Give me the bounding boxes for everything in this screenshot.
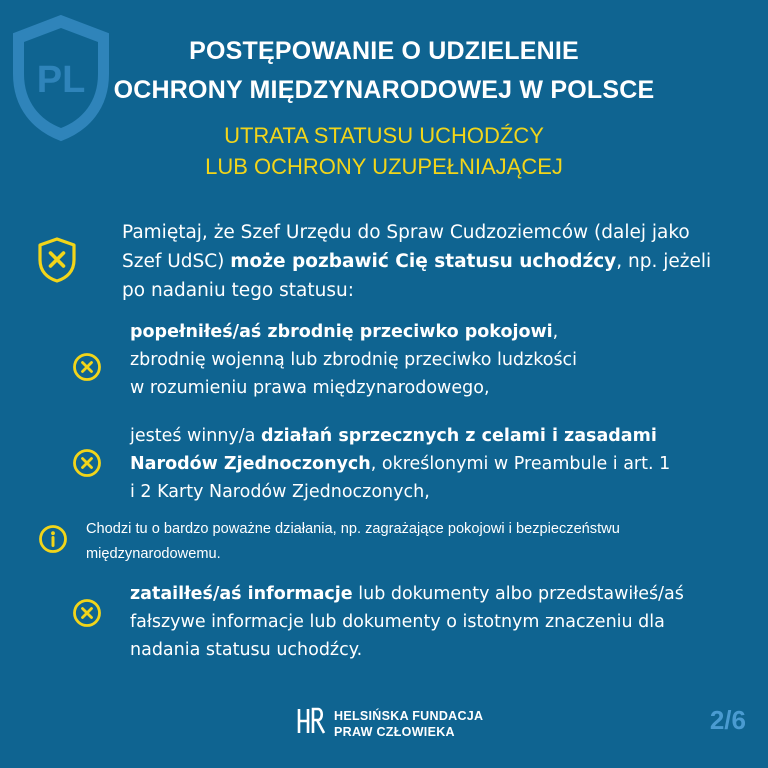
subtitle-line-2: LUB OCHRONY UZUPEŁNIAJĄCEJ <box>205 154 563 179</box>
title-line-2: OCHRONY MIĘDZYNARODOWEJ W POLSCE <box>113 76 655 104</box>
item-text: jesteś winny/a <box>130 426 261 446</box>
intro-paragraph <box>122 218 762 305</box>
item-text: , <box>552 322 559 342</box>
item-line-2: fałszywe informacje lub dokumenty o istotnym znaczeniu dla <box>130 612 665 632</box>
item-line-1 <box>130 318 760 346</box>
subtitle-line-1: UTRATA STATUSU UCHODŹCY <box>224 123 544 148</box>
shield-x-icon <box>36 236 78 284</box>
org-line-2: PRAW CZŁOWIEKA <box>334 725 455 739</box>
intro-line-1: Pamiętaj, że Szef Urzędu do Spraw Cudzoziemców (dalej jako <box>122 222 690 243</box>
item-line-3: w rozumieniu prawa międzynarodowego, <box>130 378 490 398</box>
item-emphasis: popełniłeś/aś zbrodnię przeciwko pokojowi <box>130 322 553 342</box>
intro-line-2 <box>122 247 762 276</box>
item-line-1 <box>130 580 760 608</box>
intro-emphasis: może pozbawić Cię statusu uchodźcy <box>230 251 617 272</box>
item-line-2 <box>130 450 760 478</box>
page-number: 2/6 <box>709 705 746 735</box>
info-circle-icon <box>38 524 68 554</box>
info-line-2: międzynarodowemu. <box>86 546 221 562</box>
hfpc-logo-icon <box>296 706 326 736</box>
intro-line-3: po nadaniu tego statusu: <box>122 280 354 301</box>
pl-shield-icon <box>8 12 114 144</box>
item-text: lub dokumenty albo przedstawiłeś/aś <box>352 584 684 604</box>
org-line-1: HELSIŃSKA FUNDACJA <box>334 709 484 723</box>
item-emphasis: działań sprzecznych z celami i zasadami <box>260 426 657 446</box>
item-emphasis: Narodów Zjednoczonych <box>130 454 371 474</box>
circle-x-icon <box>72 448 102 478</box>
item-line-2: zbrodnię wojenną lub zbrodnię przeciwko ludzkości <box>130 350 578 370</box>
list-item <box>130 422 760 506</box>
intro-text: Szef UdSC) <box>122 251 231 272</box>
circle-x-icon <box>72 352 102 382</box>
info-line-1: Chodzi tu o bardzo poważne działania, np. zagrażające pokojowi i bezpieczeństwu <box>86 521 620 537</box>
item-line-1 <box>130 422 760 450</box>
info-note <box>86 517 766 567</box>
item-line-3: i 2 Karty Narodów Zjednoczonych, <box>130 482 430 502</box>
item-line-3: nadania statusu uchodźcy. <box>130 640 363 660</box>
intro-text: , np. jeżeli <box>616 251 712 272</box>
item-emphasis: zatailłeś/aś informacje <box>130 584 353 604</box>
organization-name <box>334 708 483 740</box>
list-item <box>130 318 760 402</box>
page-subtitle <box>100 120 668 182</box>
list-item <box>130 580 760 664</box>
title-line-1: POSTĘPOWANIE O UDZIELENIE <box>189 37 579 65</box>
page-title <box>100 32 668 110</box>
item-text: , określonymi w Preambule i art. 1 <box>370 454 671 474</box>
circle-x-icon <box>72 598 102 628</box>
pl-badge-text: PL <box>36 59 86 101</box>
